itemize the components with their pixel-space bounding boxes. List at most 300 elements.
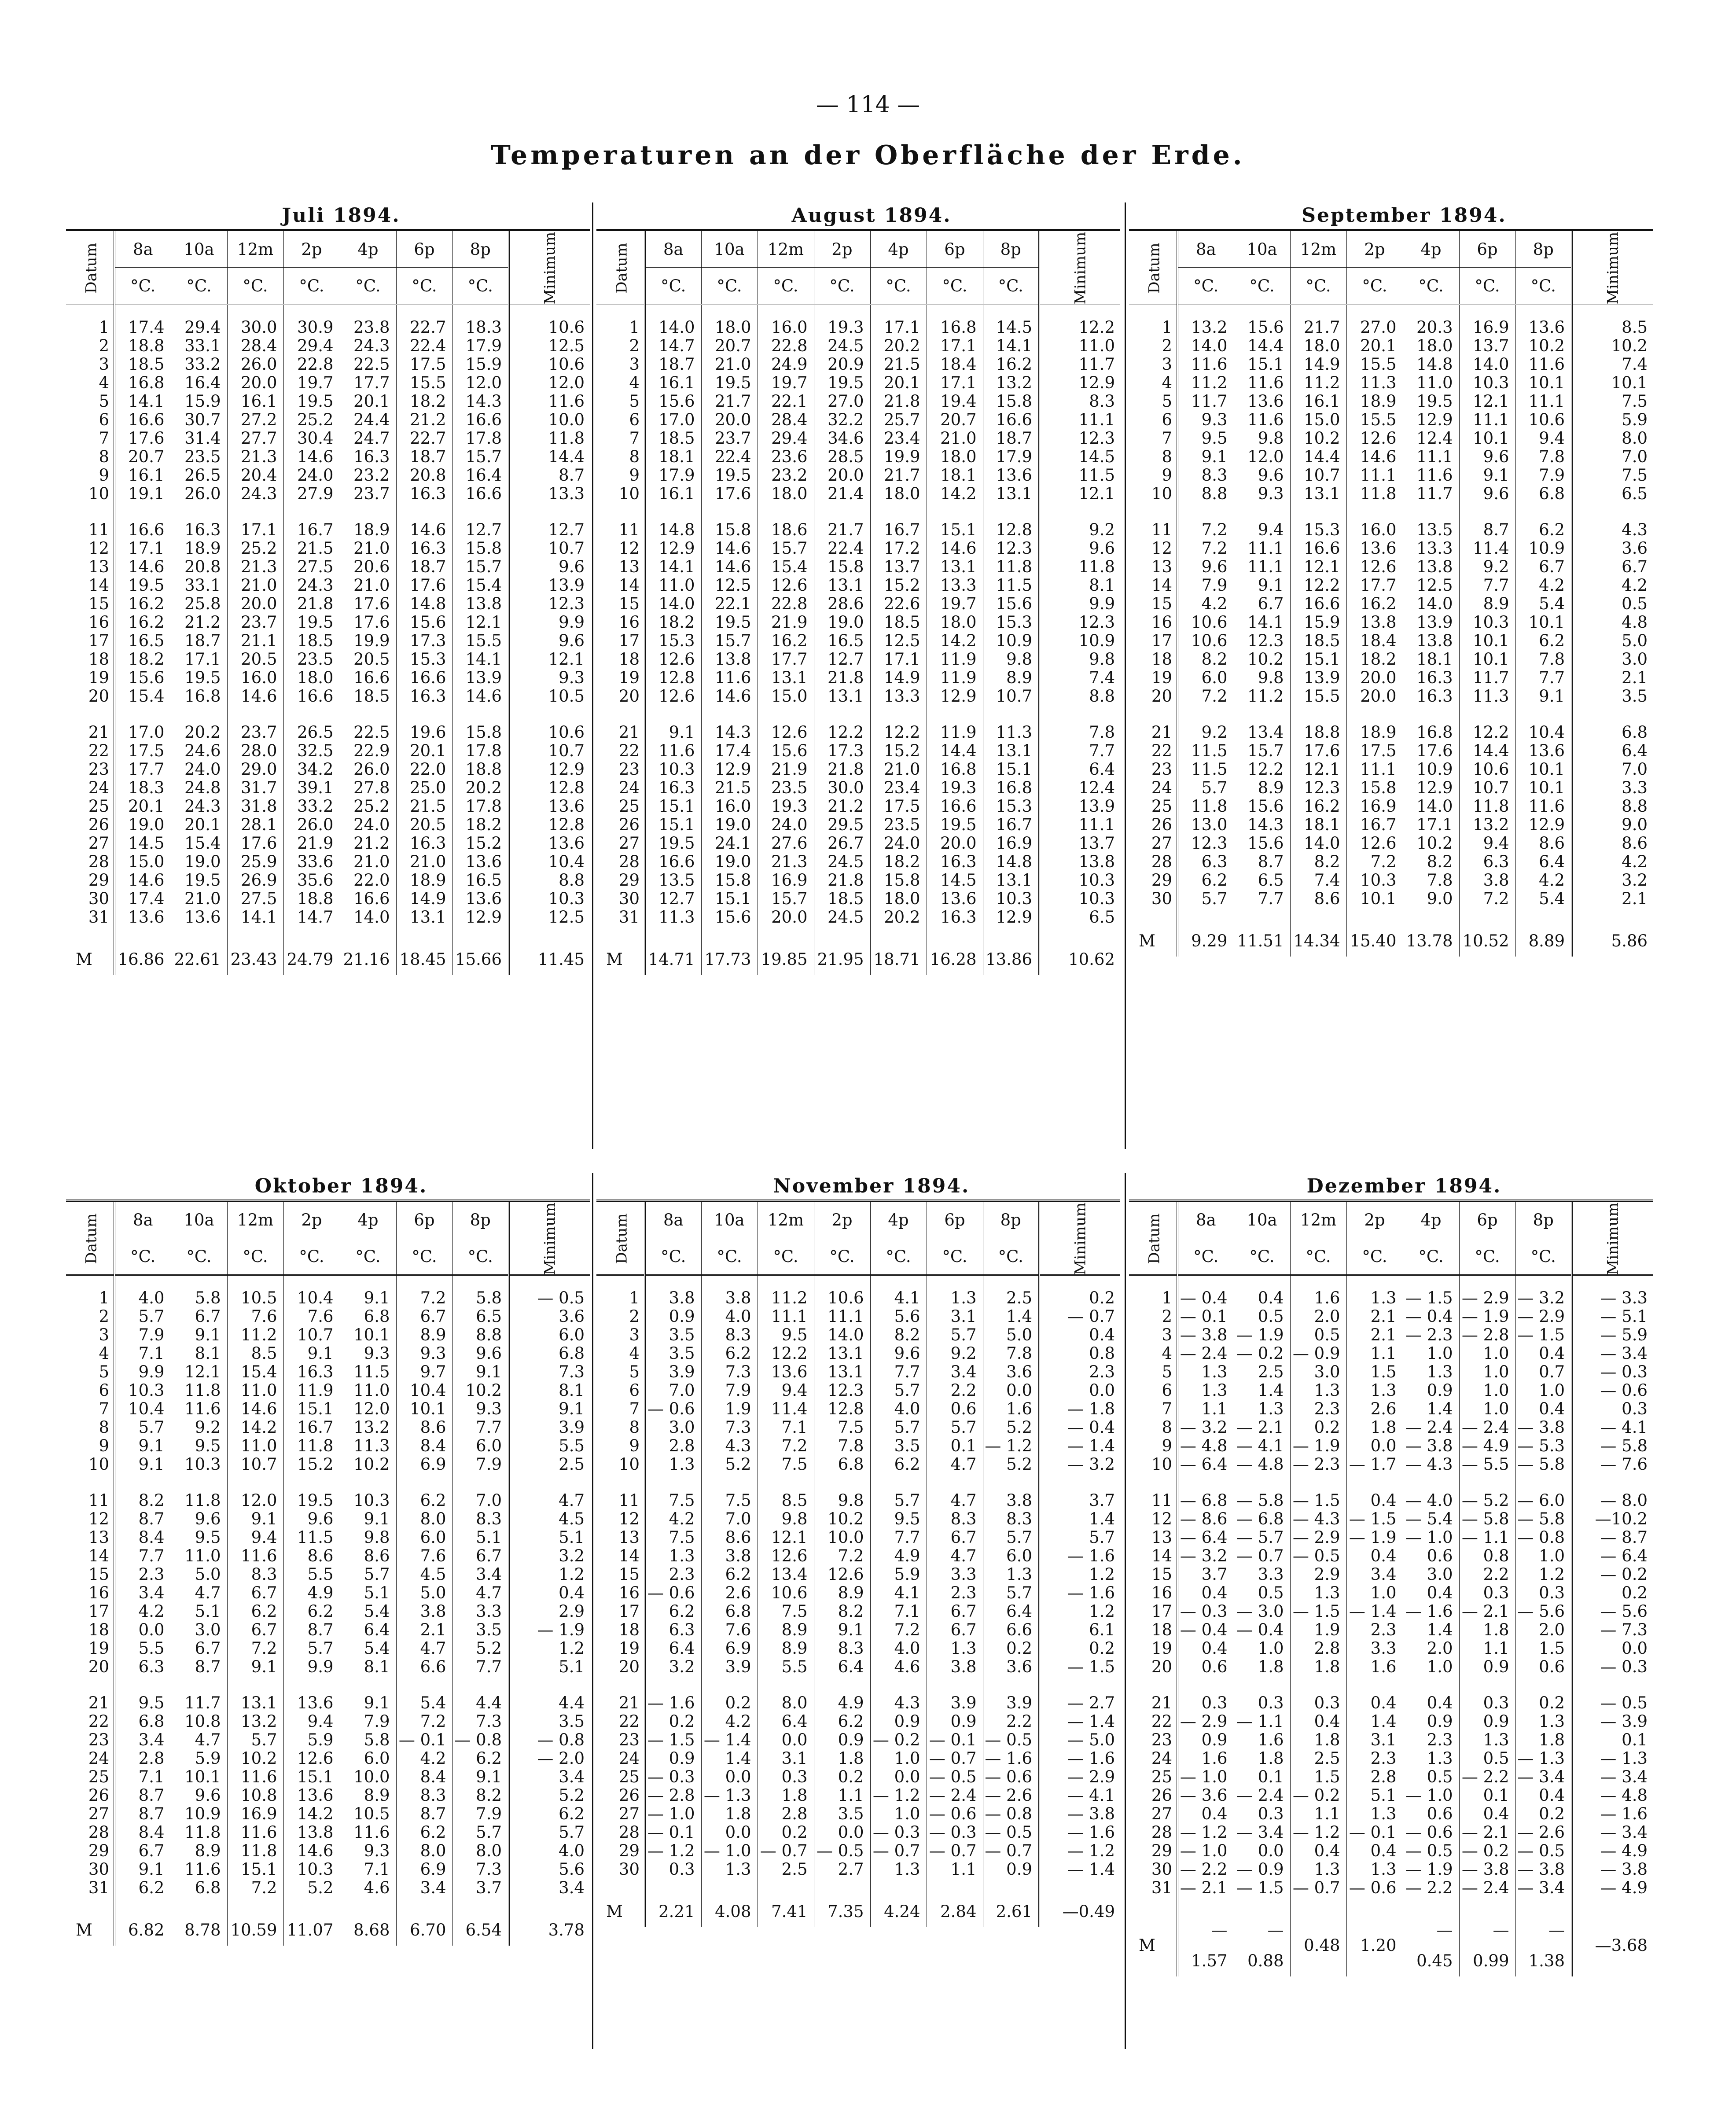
- temperature-cell: 5.5: [114, 1639, 171, 1658]
- temperature-cell: 7.5: [645, 1491, 701, 1510]
- day-number: 1: [596, 318, 645, 337]
- temperature-cell: 12.2: [1234, 760, 1290, 779]
- table-row: [1129, 1786, 1653, 1805]
- temperature-cell: 11.1: [1515, 392, 1572, 411]
- unit-label: °C.: [1346, 1238, 1403, 1275]
- minimum-cell: 3.6: [509, 1307, 590, 1326]
- temperature-cell: — 0.7: [927, 1749, 983, 1768]
- temperature-cell: 4.0: [114, 1289, 171, 1307]
- day-number: 5: [1129, 1363, 1177, 1381]
- temperature-cell: 9.3: [1234, 485, 1290, 503]
- temperature-cell: 5.8: [171, 1289, 227, 1307]
- temperature-cell: 20.7: [701, 337, 758, 355]
- table-row: [596, 318, 1120, 337]
- temperature-cell: 1.6: [1234, 1731, 1290, 1749]
- temperature-cell: 9.5: [171, 1437, 227, 1455]
- temperature-cell: 12.3: [1234, 632, 1290, 650]
- datum-header: [66, 1201, 114, 1275]
- temperature-cell: — 1.3: [1515, 1749, 1572, 1768]
- temperature-cell: 11.4: [1459, 539, 1515, 558]
- temperature-cell: 13.3: [1403, 539, 1459, 558]
- temperature-cell: 0.8: [1459, 1547, 1515, 1565]
- day-number: 12: [66, 1510, 114, 1528]
- minimum-cell: 8.3: [1039, 392, 1120, 411]
- day-number: 27: [66, 834, 114, 853]
- day-number: 10: [596, 1455, 645, 1474]
- day-number: 7: [66, 1400, 114, 1418]
- mean-cell: 4.08: [701, 1896, 758, 1927]
- temperature-cell: 6.4: [814, 1658, 870, 1676]
- temperature-cell: 17.1: [114, 539, 171, 558]
- day-number: 20: [66, 687, 114, 706]
- temperature-cell: — 0.4: [1234, 1621, 1290, 1639]
- temperature-cell: 11.0: [1403, 374, 1459, 392]
- temperature-cell: 16.3: [340, 448, 396, 466]
- table-row: [1129, 890, 1653, 908]
- temperature-cell: 24.7: [340, 429, 396, 448]
- temperature-cell: — 2.9: [1515, 1307, 1572, 1326]
- temperature-cell: — 0.1: [396, 1731, 452, 1749]
- temperature-cell: 9.8: [340, 1528, 396, 1547]
- datum-label: Datum: [82, 1213, 100, 1264]
- temperature-cell: 6.4: [645, 1639, 701, 1658]
- temperature-cell: 13.6: [1234, 392, 1290, 411]
- temperature-cell: 33.2: [283, 797, 340, 816]
- temperature-cell: 0.9: [1459, 1658, 1515, 1676]
- temperature-cell: 7.2: [758, 1437, 814, 1455]
- temperature-cell: 12.6: [283, 1749, 340, 1768]
- time-column-header: 6p: [1459, 1201, 1515, 1238]
- temperature-cell: 22.7: [396, 318, 452, 337]
- temperature-cell: — 1.5: [645, 1731, 701, 1749]
- day-number: 27: [596, 1805, 645, 1823]
- temperature-cell: 0.5: [1290, 1326, 1346, 1344]
- temperature-cell: 12.9: [645, 539, 701, 558]
- temperature-cell: 9.3: [340, 1344, 396, 1363]
- temperature-cell: 14.1: [983, 337, 1039, 355]
- temperature-cell: 17.4: [701, 742, 758, 760]
- temperature-cell: 2.0: [1290, 1307, 1346, 1326]
- temperature-cell: 0.5: [1403, 1768, 1459, 1786]
- minimum-cell: 8.7: [509, 466, 590, 485]
- minimum-cell: 3.7: [1039, 1491, 1120, 1510]
- table-row: [66, 1528, 590, 1547]
- temperature-cell: 21.7: [814, 521, 870, 539]
- temperature-cell: 21.8: [814, 669, 870, 687]
- table-row: [596, 1805, 1120, 1823]
- temperature-cell: 9.1: [114, 1455, 171, 1474]
- temperature-cell: 13.1: [758, 669, 814, 687]
- table-row: [66, 1455, 590, 1474]
- temperature-cell: 18.7: [171, 632, 227, 650]
- temperature-cell: 6.2: [1515, 632, 1572, 650]
- temperature-cell: 1.1: [814, 1786, 870, 1805]
- temperature-cell: 2.0: [1403, 1639, 1459, 1658]
- temperature-cell: 1.5: [1290, 1768, 1346, 1786]
- minimum-label: Minimum: [1071, 1202, 1089, 1275]
- temperature-cell: 16.1: [645, 374, 701, 392]
- temperature-cell: 19.5: [1403, 392, 1459, 411]
- temperature-cell: — 4.1: [1234, 1437, 1290, 1455]
- temperature-cell: 14.1: [114, 392, 171, 411]
- temperature-cell: 10.4: [396, 1381, 452, 1400]
- table-row: [66, 723, 590, 742]
- table-row: [596, 1326, 1120, 1344]
- day-number: 25: [66, 797, 114, 816]
- minimum-cell: — 5.6: [1572, 1602, 1653, 1621]
- temperature-cell: 19.5: [171, 669, 227, 687]
- temperature-cell: — 1.2: [983, 1437, 1039, 1455]
- temperature-cell: 24.8: [171, 779, 227, 797]
- day-number: 19: [66, 669, 114, 687]
- temperature-cell: 6.2: [870, 1455, 927, 1474]
- temperature-cell: — 4.9: [1459, 1437, 1515, 1455]
- temperature-cell: 8.7: [114, 1786, 171, 1805]
- temperature-cell: 19.5: [701, 613, 758, 632]
- minimum-cell: — 3.8: [1039, 1805, 1120, 1823]
- minimum-cell: 9.8: [1039, 650, 1120, 669]
- temperature-cell: 8.8: [452, 1326, 509, 1344]
- temperature-cell: 1.1: [1346, 1344, 1403, 1363]
- temperature-cell: 3.4: [114, 1584, 171, 1602]
- table-row: [1129, 374, 1653, 392]
- temperature-cell: 1.0: [1459, 1344, 1515, 1363]
- day-number: 20: [1129, 687, 1177, 706]
- temperature-cell: 19.5: [927, 816, 983, 834]
- table-row: [1129, 1510, 1653, 1528]
- temperature-cell: 17.4: [114, 318, 171, 337]
- table-row: [596, 411, 1120, 429]
- spacer-row: [1129, 908, 1653, 926]
- month-table-block: [596, 1173, 1120, 1927]
- temperature-cell: — 0.5: [814, 1842, 870, 1860]
- spacer-row: [596, 706, 1120, 723]
- temperature-cell: 0.0: [1346, 1437, 1403, 1455]
- temperature-cell: 11.6: [227, 1547, 283, 1565]
- temperature-cell: 1.0: [870, 1805, 927, 1823]
- day-number: 21: [66, 723, 114, 742]
- table-row: [596, 1749, 1120, 1768]
- temperature-cell: — 1.5: [1403, 1289, 1459, 1307]
- temperature-cell: 10.0: [340, 1768, 396, 1786]
- temperature-cell: — 0.3: [927, 1823, 983, 1842]
- table-row: [66, 890, 590, 908]
- temperature-cell: 0.3: [758, 1768, 814, 1786]
- minimum-cell: 3.0: [1572, 650, 1653, 669]
- day-number: 17: [66, 632, 114, 650]
- minimum-cell: 7.7: [1039, 742, 1120, 760]
- day-number: 12: [1129, 539, 1177, 558]
- table-row: [66, 1768, 590, 1786]
- minimum-cell: 6.5: [1572, 485, 1653, 503]
- temperature-cell: 11.5: [1177, 760, 1234, 779]
- temperature-cell: 13.2: [1459, 816, 1515, 834]
- temperature-cell: 22.5: [340, 355, 396, 374]
- temperature-cell: 10.3: [1346, 871, 1403, 890]
- temperature-cell: 11.6: [1515, 355, 1572, 374]
- temperature-cell: 15.6: [114, 669, 171, 687]
- temperature-cell: 13.8: [452, 595, 509, 613]
- table-row: [596, 1307, 1120, 1326]
- table-row: [1129, 392, 1653, 411]
- minimum-header: [509, 230, 590, 305]
- temperature-cell: 22.6: [870, 595, 927, 613]
- temperature-cell: 11.6: [1515, 797, 1572, 816]
- temperature-cell: 9.8: [983, 650, 1039, 669]
- table-row: [596, 1381, 1120, 1400]
- minimum-cell: 5.9: [1572, 411, 1653, 429]
- temperature-cell: 16.8: [927, 760, 983, 779]
- month-title: Dezember 1894.: [1306, 1175, 1502, 1197]
- table-row: [66, 613, 590, 632]
- temperature-cell: 18.5: [814, 890, 870, 908]
- temperature-cell: 26.0: [283, 816, 340, 834]
- temperature-cell: 0.3: [1234, 1694, 1290, 1712]
- temperature-cell: 33.1: [171, 576, 227, 595]
- temperature-cell: — 1.6: [645, 1694, 701, 1712]
- day-number: 30: [596, 890, 645, 908]
- temperature-cell: 9.5: [114, 1694, 171, 1712]
- temperature-cell: 3.9: [927, 1694, 983, 1712]
- temperature-cell: 25.9: [227, 853, 283, 871]
- day-number: 8: [66, 1418, 114, 1437]
- minimum-cell: 4.2: [1572, 853, 1653, 871]
- day-number: 12: [1129, 1510, 1177, 1528]
- temperature-cell: 14.0: [1177, 337, 1234, 355]
- table-row: [66, 632, 590, 650]
- day-number: 22: [1129, 742, 1177, 760]
- temperature-cell: 2.8: [1290, 1639, 1346, 1658]
- temperature-cell: 13.7: [870, 558, 927, 576]
- temperature-cell: 6.7: [452, 1547, 509, 1565]
- minimum-cell: 10.9: [1039, 632, 1120, 650]
- temperature-cell: 17.1: [870, 650, 927, 669]
- table-row: [1129, 742, 1653, 760]
- temperature-cell: 1.0: [1234, 1639, 1290, 1658]
- day-number: 15: [596, 1565, 645, 1584]
- temperature-cell: 1.3: [645, 1455, 701, 1474]
- minimum-header: [1572, 230, 1653, 305]
- temperature-cell: 8.7: [114, 1805, 171, 1823]
- temperature-cell: 11.6: [227, 1823, 283, 1842]
- table-row: [66, 1786, 590, 1805]
- temperature-cell: 17.5: [870, 797, 927, 816]
- day-number: 1: [66, 318, 114, 337]
- day-number: 29: [66, 1842, 114, 1860]
- temperature-cell: 6.4: [1515, 853, 1572, 871]
- day-number: 29: [66, 871, 114, 890]
- temperature-cell: 16.9: [227, 1805, 283, 1823]
- temperature-cell: 9.6: [1459, 448, 1515, 466]
- temperature-cell: 18.0: [927, 613, 983, 632]
- temperature-cell: 26.0: [340, 760, 396, 779]
- temperature-cell: 18.8: [1290, 723, 1346, 742]
- temperature-cell: 12.2: [870, 723, 927, 742]
- table-row: [1129, 853, 1653, 871]
- minimum-cell: — 3.9: [1572, 1712, 1653, 1731]
- mean-label: M: [596, 1896, 645, 1927]
- temperature-cell: 31.4: [171, 429, 227, 448]
- temperature-cell: 18.1: [1290, 816, 1346, 834]
- mean-label: M: [1129, 1915, 1177, 1976]
- mean-cell: 13.78: [1403, 926, 1459, 957]
- time-column-header: 8p: [452, 1201, 509, 1238]
- minimum-cell: 12.9: [509, 760, 590, 779]
- minimum-cell: — 7.6: [1572, 1455, 1653, 1474]
- page-title: Temperaturen an der Oberfläche der Erde.: [491, 140, 1245, 171]
- spacer-row: [596, 1474, 1120, 1491]
- temperature-cell: 13.1: [814, 576, 870, 595]
- temperature-cell: 8.2: [814, 1602, 870, 1621]
- minimum-cell: — 4.1: [1039, 1786, 1120, 1805]
- temperature-cell: 26.0: [171, 485, 227, 503]
- minimum-cell: 4.0: [509, 1842, 590, 1860]
- datum-label: Datum: [1145, 243, 1163, 294]
- table-row: [596, 1400, 1120, 1418]
- temperature-cell: 16.2: [983, 355, 1039, 374]
- mean-row: [1129, 926, 1653, 957]
- temperature-cell: 5.8: [340, 1731, 396, 1749]
- temperature-cell: 12.8: [983, 521, 1039, 539]
- minimum-cell: 11.8: [1039, 558, 1120, 576]
- temperature-cell: — 1.0: [1403, 1786, 1459, 1805]
- temperature-cell: 4.0: [870, 1639, 927, 1658]
- temperature-cell: 9.3: [340, 1842, 396, 1860]
- temperature-cell: 6.7: [227, 1584, 283, 1602]
- temperature-cell: 14.7: [645, 337, 701, 355]
- temperature-cell: 14.9: [1290, 355, 1346, 374]
- temperature-cell: 10.4: [1515, 723, 1572, 742]
- temperature-cell: 20.7: [114, 448, 171, 466]
- temperature-cell: 14.1: [227, 908, 283, 927]
- day-number: 9: [596, 1437, 645, 1455]
- temperature-cell: 17.4: [114, 890, 171, 908]
- table-row: [596, 1639, 1120, 1658]
- minimum-cell: 2.3: [1039, 1363, 1120, 1381]
- day-number: 1: [1129, 318, 1177, 337]
- minimum-cell: 5.0: [1572, 632, 1653, 650]
- temperature-cell: 5.4: [396, 1694, 452, 1712]
- temperature-cell: 11.5: [1177, 742, 1234, 760]
- day-number: 21: [1129, 1694, 1177, 1712]
- temperature-cell: 9.4: [1234, 521, 1290, 539]
- temperature-cell: 22.4: [701, 448, 758, 466]
- temperature-cell: 5.1: [340, 1584, 396, 1602]
- temperature-cell: 7.7: [452, 1658, 509, 1676]
- table-row: [1129, 1768, 1653, 1786]
- minimum-cell: 10.6: [509, 723, 590, 742]
- temperature-cell: 9.1: [114, 1437, 171, 1455]
- temperature-cell: 9.1: [1177, 448, 1234, 466]
- day-number: 30: [66, 890, 114, 908]
- table-row: [1129, 1749, 1653, 1768]
- temperature-cell: — 0.4: [1403, 1307, 1459, 1326]
- minimum-cell: — 3.2: [1039, 1455, 1120, 1474]
- table-row: [66, 779, 590, 797]
- temperature-cell: 21.0: [171, 890, 227, 908]
- temperature-cell: 25.2: [340, 797, 396, 816]
- temperature-cell: 1.8: [1234, 1749, 1290, 1768]
- temperature-cell: — 3.4: [1515, 1879, 1572, 1897]
- temperature-cell: 15.7: [1234, 742, 1290, 760]
- header-row: [1129, 1201, 1653, 1238]
- minimum-cell: 7.4: [1572, 355, 1653, 374]
- day-number: 28: [596, 853, 645, 871]
- spacer-row: [1129, 305, 1653, 319]
- table-row: [66, 485, 590, 503]
- temperature-cell: 21.1: [227, 632, 283, 650]
- temperature-cell: 6.5: [1234, 871, 1290, 890]
- temperature-cell: 5.7: [114, 1307, 171, 1326]
- temperature-cell: 10.1: [1515, 374, 1572, 392]
- unit-label: °C.: [701, 1238, 758, 1275]
- temperature-cell: 16.6: [283, 687, 340, 706]
- table-row: [1129, 1528, 1653, 1547]
- temperature-cell: 12.6: [1346, 834, 1403, 853]
- unit-label: °C.: [814, 1238, 870, 1275]
- temperature-cell: 8.2: [114, 1491, 171, 1510]
- temperature-cell: — 0.4: [1177, 1621, 1234, 1639]
- minimum-cell: 13.7: [1039, 834, 1120, 853]
- table-row: [1129, 1289, 1653, 1307]
- minimum-cell: 5.5: [509, 1437, 590, 1455]
- temperature-cell: 21.8: [814, 871, 870, 890]
- unit-label: °C.: [1459, 268, 1515, 305]
- temperature-cell: 16.3: [283, 1363, 340, 1381]
- temperature-cell: — 0.6: [983, 1768, 1039, 1786]
- temperature-cell: — 0.2: [1459, 1842, 1515, 1860]
- temperature-cell: 6.8: [1515, 485, 1572, 503]
- temperature-cell: 22.8: [758, 337, 814, 355]
- table-row: [596, 1437, 1120, 1455]
- temperature-cell: 13.8: [1403, 632, 1459, 650]
- temperature-cell: 34.6: [814, 429, 870, 448]
- unit-label: °C.: [645, 1238, 701, 1275]
- temperature-cell: 12.6: [645, 687, 701, 706]
- temperature-cell: — 2.9: [1459, 1289, 1515, 1307]
- temperature-cell: 6.2: [396, 1491, 452, 1510]
- temperature-cell: 6.8: [814, 1455, 870, 1474]
- temperature-cell: 9.8: [814, 1491, 870, 1510]
- time-column-header: 8a: [645, 230, 701, 268]
- temperature-cell: 16.3: [927, 853, 983, 871]
- temperature-cell: 21.8: [283, 595, 340, 613]
- temperature-cell: 2.3: [645, 1565, 701, 1584]
- temperature-cell: — 0.3: [645, 1768, 701, 1786]
- temperature-cell: 21.5: [701, 779, 758, 797]
- temperature-cell: 1.4: [1234, 1381, 1290, 1400]
- day-number: 6: [1129, 411, 1177, 429]
- temperature-cell: 17.1: [870, 318, 927, 337]
- temperature-cell: 19.5: [171, 871, 227, 890]
- table-row: [1129, 723, 1653, 742]
- temperature-cell: 6.9: [396, 1860, 452, 1879]
- temperature-cell: — 0.6: [927, 1805, 983, 1823]
- temperature-cell: 24.0: [283, 466, 340, 485]
- temperature-cell: 9.2: [927, 1344, 983, 1363]
- spacer-row: [66, 1474, 590, 1491]
- temperature-cell: 22.0: [340, 871, 396, 890]
- temperature-cell: 8.2: [452, 1786, 509, 1805]
- minimum-cell: 3.3: [1572, 779, 1653, 797]
- temperature-cell: 21.0: [340, 853, 396, 871]
- minimum-cell: — 1.4: [1039, 1712, 1120, 1731]
- temperature-cell: 14.6: [452, 687, 509, 706]
- day-number: 10: [66, 485, 114, 503]
- day-number: 17: [66, 1602, 114, 1621]
- day-number: 21: [596, 723, 645, 742]
- temperature-cell: 5.7: [452, 1823, 509, 1842]
